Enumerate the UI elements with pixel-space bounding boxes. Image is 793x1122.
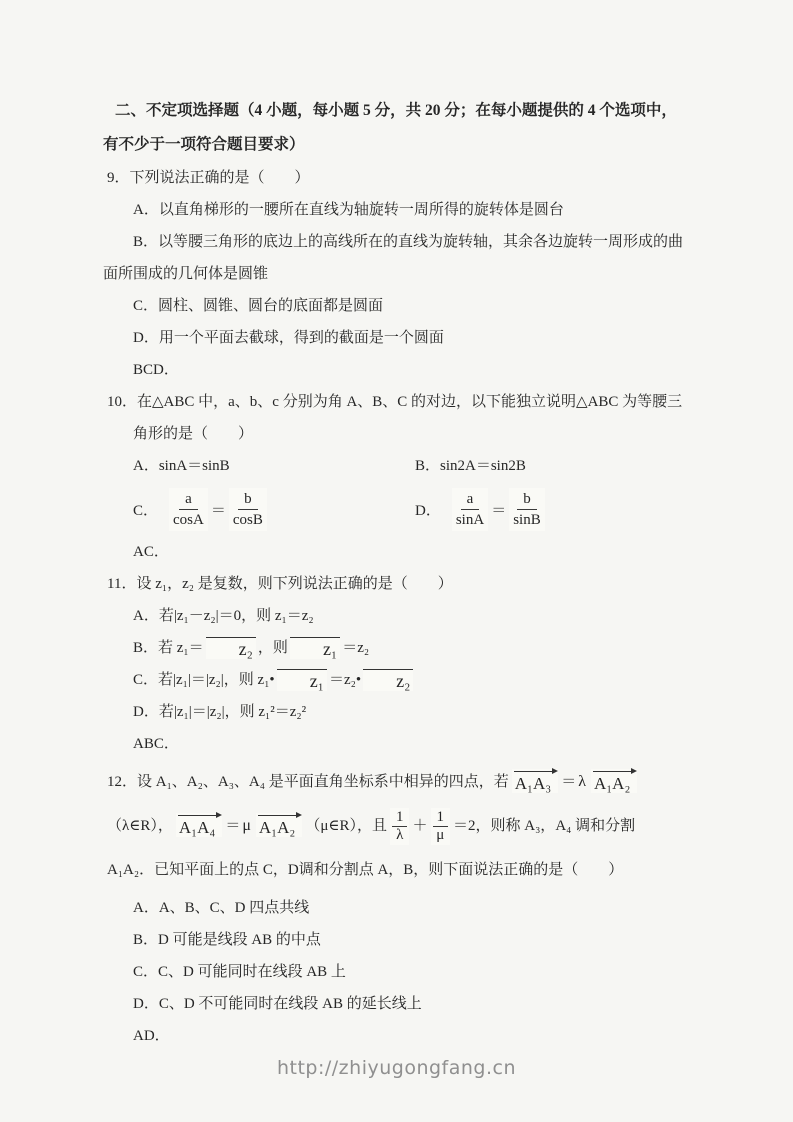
fraction-denominator: sinA	[455, 511, 485, 528]
fraction	[509, 488, 545, 531]
plus-sign: ＋	[412, 818, 428, 834]
stem-text: （μ∈R），且	[305, 818, 387, 834]
question-9-option-b: B．以等腰三角形的底边上的高线所在的直线为旋转轴，其余各边旋转一周形成的曲面所围成的几何体是圆锥	[103, 234, 684, 282]
vector-notation: A₁A₂	[256, 813, 302, 837]
question-10-option-b: B．sin2A＝sin2B	[415, 458, 526, 474]
fraction	[390, 808, 410, 845]
question-10-option-a: A．sinA＝sinB	[133, 458, 230, 474]
question-12-stem	[103, 760, 683, 892]
option-text: B．若 z₁＝	[133, 640, 204, 656]
question-10-answer: AC．	[133, 544, 169, 560]
conjugate-notation: z₁	[277, 669, 327, 691]
fraction	[229, 488, 267, 531]
lambda-symbol: λ	[578, 773, 586, 790]
question-12-option-d: D．C、D 不可能同时在线段 AB 的延长线上	[133, 996, 422, 1012]
question-12	[103, 760, 683, 1052]
stem-text: （λ∈R），	[107, 818, 173, 834]
question-9-answer: BCD．	[133, 362, 179, 378]
question-11	[103, 568, 683, 760]
fraction-numerator: b	[238, 489, 258, 510]
fraction-numerator: b	[517, 489, 537, 510]
question-11-option-b	[103, 632, 683, 664]
question-12-option-c: C．C、D 可能同时在线段 AB 上	[133, 964, 346, 980]
question-10	[103, 386, 683, 568]
option-text: ＝z₂•	[328, 672, 362, 688]
stem-text: ＝2，则称 A₃，A₄ 调和分割 A₁A₂．已知平面上的点 C，D	[107, 818, 636, 878]
fraction-denominator: λ	[396, 827, 404, 844]
question-9-stem: 9．下列说法正确的是（ ）	[107, 170, 310, 186]
question-9-option-c: C．圆柱、圆锥、圆台的底面都是圆面	[133, 298, 384, 314]
equals-sign: ＝	[491, 502, 507, 519]
option-text: ，则	[257, 640, 288, 656]
conjugate-notation: z₁	[290, 637, 340, 659]
fraction-numerator: 1	[433, 809, 449, 827]
question-10-option-d	[415, 488, 548, 531]
question-12-option-a: A．A、B、C、D 四点共线	[133, 900, 310, 916]
question-12-answer: AD．	[133, 1028, 170, 1044]
fraction-denominator: cosA	[173, 511, 204, 528]
question-11-stem: 11．设 z₁，z₂ 是复数，则下列说法正确的是（ ）	[107, 576, 453, 592]
equals-sign: ＝	[210, 502, 226, 519]
question-10-option-c	[133, 488, 415, 531]
vector-notation: A₁A₂	[591, 769, 637, 793]
exam-content	[103, 94, 683, 1052]
question-10-options-ab	[103, 450, 683, 482]
fraction-denominator: μ	[436, 827, 445, 844]
fraction-numerator: 1	[392, 809, 408, 827]
option-text: ＝z₂	[342, 640, 370, 656]
equals-sign: ＝	[225, 818, 241, 834]
section-header: 二、不定项选择题（4 小题，每小题 5 分，共 20 分；在每小题提供的 4 个选项中，有不少于一项符合题目要求）	[103, 102, 677, 153]
question-12-option-b: B．D 可能是线段 AB 的中点	[133, 932, 321, 948]
stem-text: 调和分割点 A，B，则下面说法正确的是（ ）	[298, 862, 624, 878]
fraction-numerator: a	[179, 489, 198, 510]
vector-notation: A₁A₄	[176, 813, 222, 837]
fraction-denominator: sinB	[513, 511, 541, 528]
fraction-denominator: cosB	[232, 511, 263, 528]
conjugate-notation: z₂	[206, 637, 256, 659]
stem-text: 12．设 A₁、A₂、A₃、A₄ 是平面直角坐标系中相异的四点，若	[107, 774, 509, 790]
option-label: C．	[133, 502, 159, 519]
question-11-option-c	[103, 664, 683, 696]
equals-sign: ＝	[561, 774, 577, 790]
question-11-option-d: D．若|z₁|＝|z₂|，则 z₁²＝z₂²	[133, 704, 307, 720]
question-9	[103, 162, 683, 386]
fraction	[431, 808, 451, 845]
mu-symbol: μ	[242, 817, 251, 834]
question-10-options-cd	[103, 482, 683, 536]
option-label: D．	[415, 502, 441, 519]
fraction	[169, 488, 208, 531]
question-11-answer: ABC．	[133, 736, 179, 752]
footer-watermark-url: http://zhiyugongfang.cn	[276, 1057, 517, 1079]
question-11-option-a: A．若|z₁－z₂|＝0，则 z₁＝z₂	[133, 608, 314, 624]
vector-notation: A₁A₃	[512, 769, 558, 793]
option-text: C．若|z₁|＝|z₂|，则 z₁•	[133, 672, 275, 688]
question-9-option-d: D．用一个平面去截球，得到的截面是一个圆面	[133, 330, 444, 346]
fraction	[452, 488, 488, 531]
fraction-numerator: a	[461, 489, 480, 510]
question-10-stem: 10．在△ABC 中，a、b、c 分别为角 A、B、C 的对边，以下能独立说明△ABC 为等腰三角形的是（ ）	[107, 394, 683, 442]
question-9-option-a: A．以直角梯形的一腰所在直线为轴旋转一周所得的旋转体是圆台	[133, 202, 564, 218]
conjugate-notation: z₂	[363, 669, 413, 691]
